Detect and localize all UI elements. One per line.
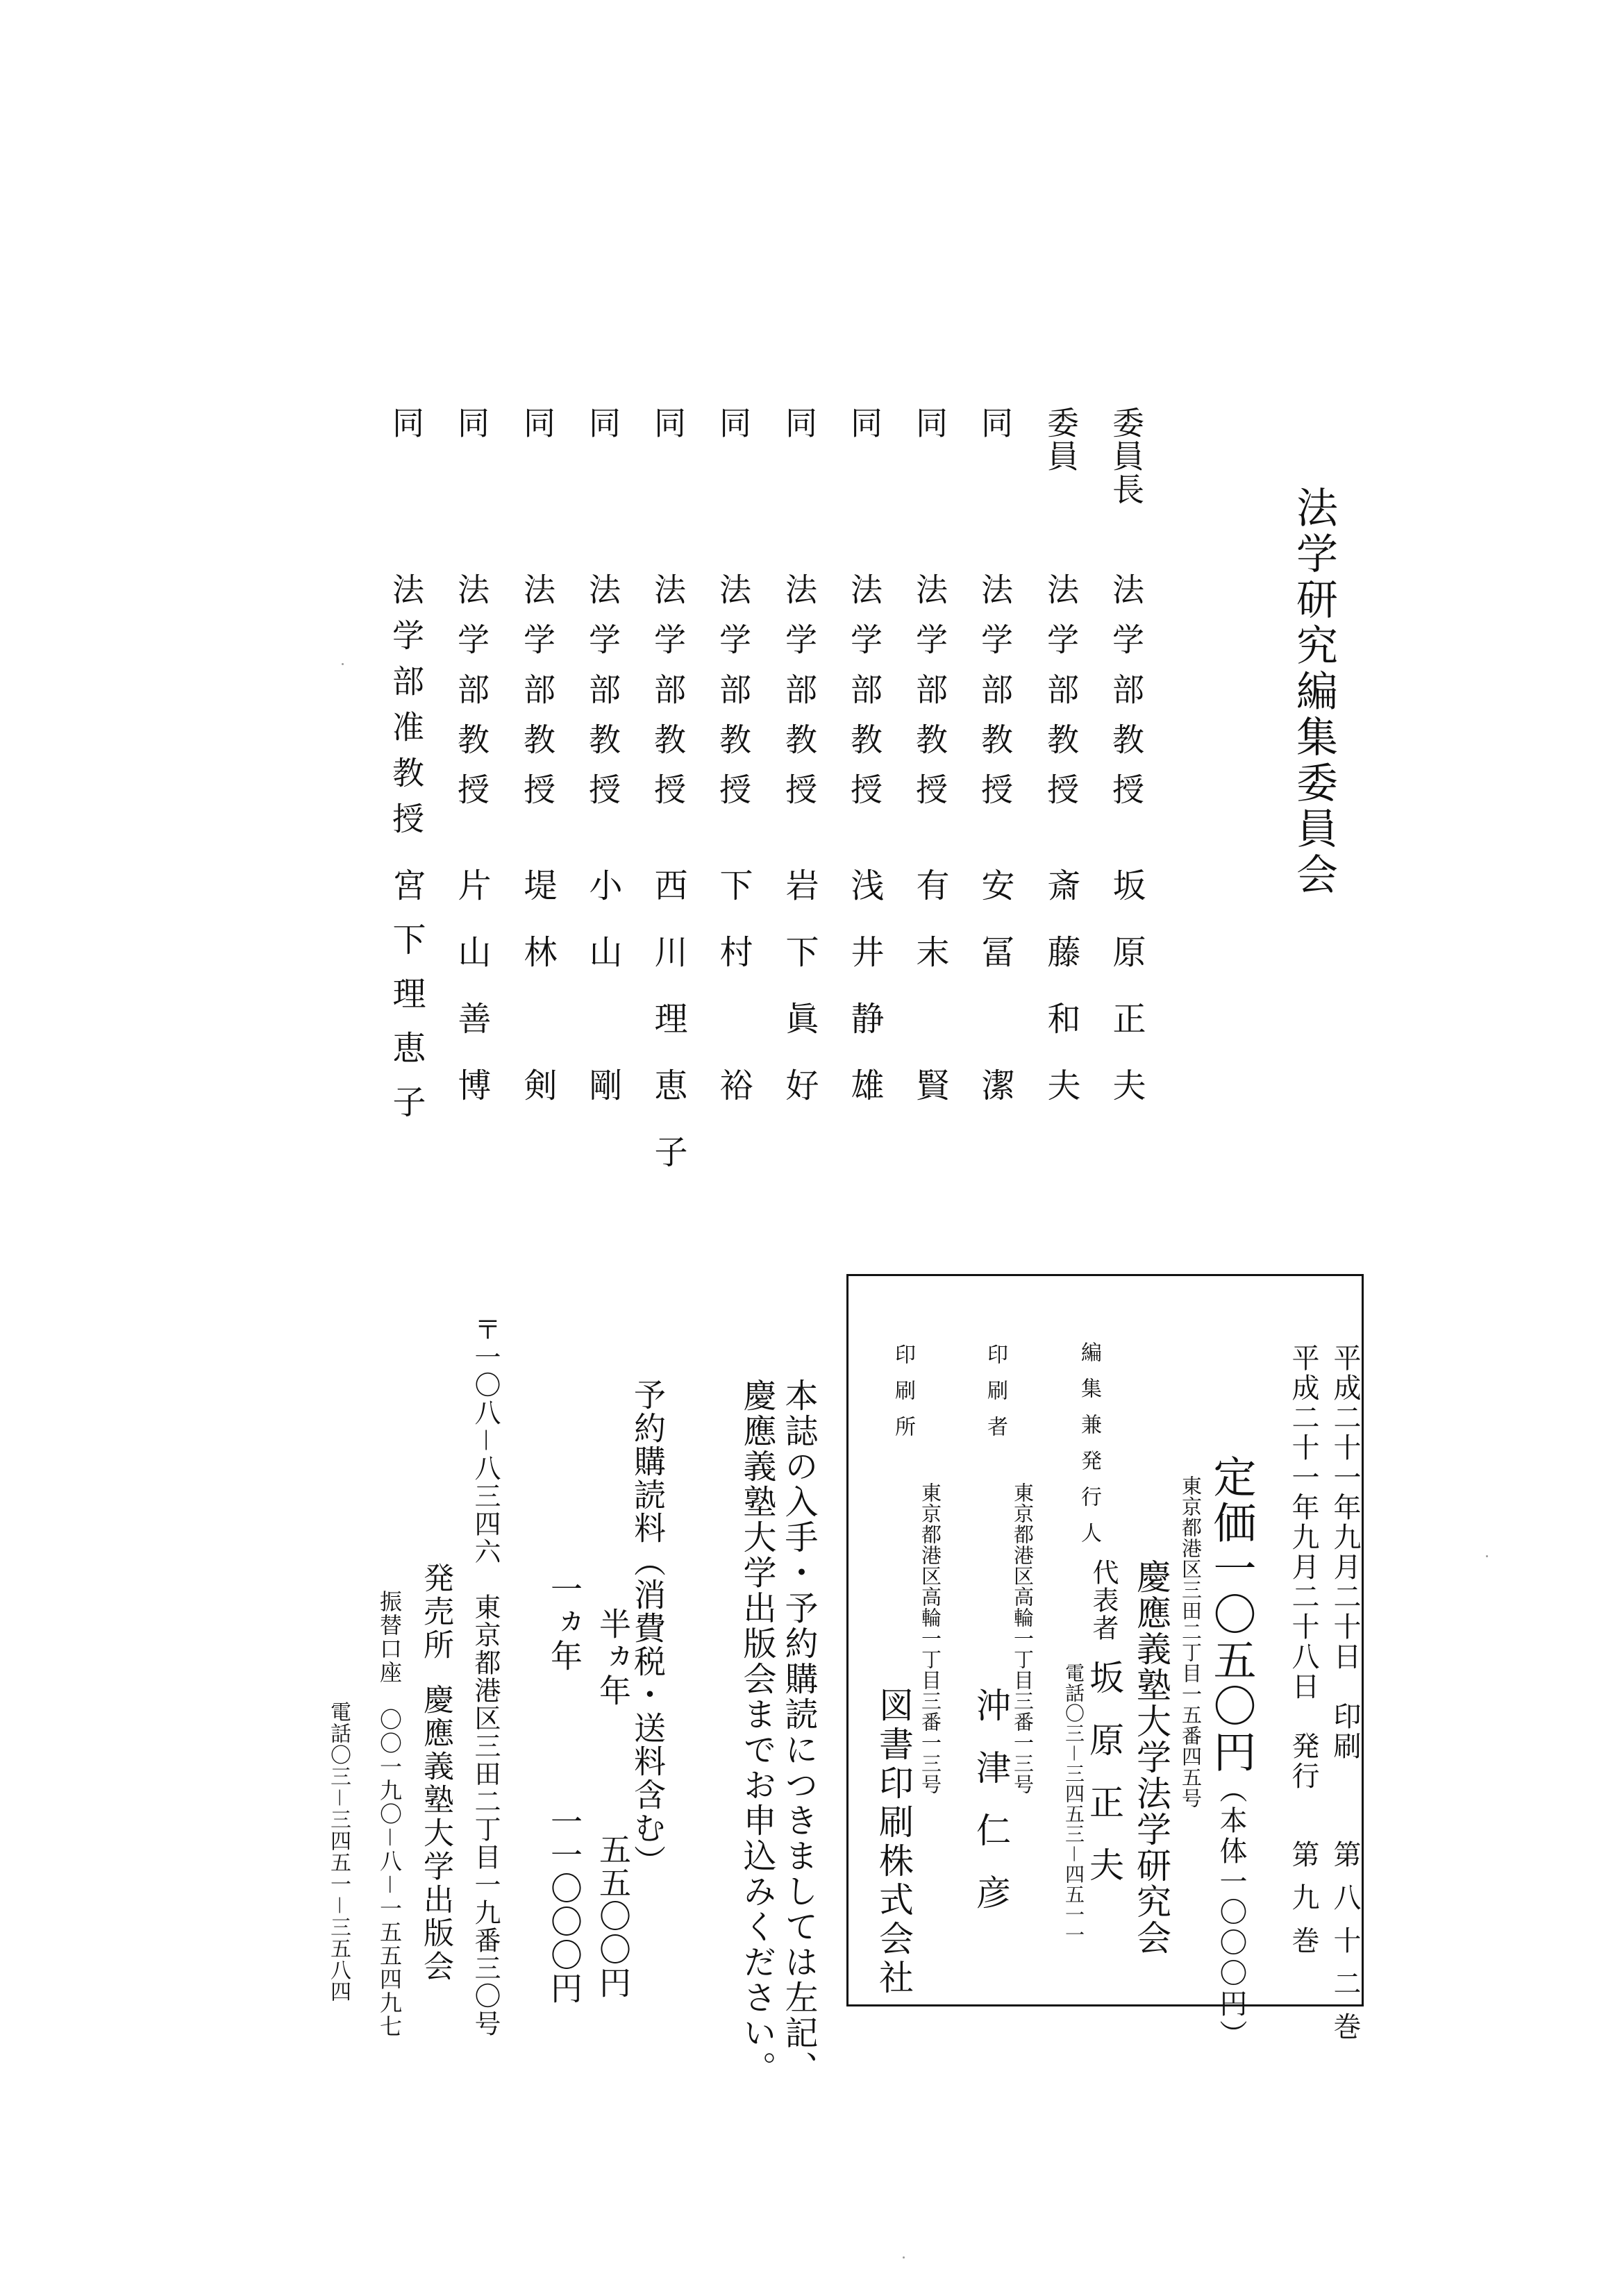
publisher-name: 慶應義塾大学出版会 [418,1684,453,1984]
member-name: 坂原正夫 [1107,868,1146,1134]
editor-address: 東京都港区三田二丁目一五番四五号 [1179,1475,1203,1809]
member-name: 浅井静雄 [845,868,884,1134]
full-year-label: 一ヵ年 [546,1573,583,1673]
print-house-address: 東京都港区高輪一丁目三番一三号 [919,1482,942,1795]
member-role: 同 [649,406,687,439]
member-title: 法学部教授 [453,573,490,823]
member-title: 法学部教授 [519,573,556,823]
scan-speck [342,663,344,665]
editor-organization: 慶應義塾大学法学研究会 [1131,1559,1171,1956]
purchase-line-2: 慶應義塾大学出版会までお申込みください。 [737,1378,776,2086]
representative-name: 坂原正夫 [1084,1659,1124,1909]
member-name: 有末 賢 [910,868,949,1134]
printer-address: 東京都港区高輪一丁目三番一三号 [1011,1482,1035,1795]
member-name: 小山 剛 [583,868,622,1134]
price [1206,1455,1257,2050]
member-title: 法学部准教授 [387,573,425,848]
issue-dates [1282,1343,1366,1791]
purchase-note [736,1378,819,2086]
member-name: 西川理恵子 [649,868,687,1201]
volume-line-1: 第八十二巻 [1329,1840,1361,2055]
half-year-label: 半ヵ年 [594,1607,632,1707]
member-title: 法学部教授 [584,573,621,823]
member-role: 同 [584,406,621,439]
subscription-title: 予約購読料（消費税・送料含む） [629,1378,667,1878]
member-name: 岩下眞好 [780,868,819,1134]
print-house-name: 図書印刷株式会社 [873,1687,914,1998]
volume-line-2: 第九巻 [1287,1840,1319,1969]
member-title: 法学部教授 [714,573,752,823]
member-title: 法学部教授 [780,573,818,823]
member-role: 同 [387,406,425,439]
member-role: 同 [976,406,1014,439]
member-role: 同 [780,406,818,439]
price-value: 定価一〇五〇円 [1206,1455,1257,1775]
member-name: 下村 裕 [714,868,753,1134]
member-title: 法学部教授 [1042,573,1080,823]
volume-number [1282,1840,1366,2055]
member-title: 法学部教授 [846,573,883,823]
member-name: 安冨 潔 [976,868,1014,1134]
printer-label: 印刷者 [983,1343,1008,1452]
publisher-postal-address: 〒一〇八－八三四六 東京都港区三田二丁目一九番三〇号 [470,1316,501,2038]
publisher-tel: 電話〇三－三四五一－三五八四 [326,1701,351,2002]
scan-speck [903,2256,905,2259]
scan-speck [1486,1555,1488,1557]
member-name: 斎藤和夫 [1042,868,1080,1134]
printer-name: 沖津仁彦 [971,1687,1011,1937]
purchase-line-1: 本誌の入手・予約購読につきましては左記、 [779,1378,818,2086]
committee-title: 法学研究編集委員会 [1289,486,1338,898]
member-title: 法学部教授 [976,573,1014,823]
representative-label: 代表者 [1088,1559,1119,1642]
member-title: 法学部教授 [911,573,948,823]
member-role: 委員 [1042,406,1080,473]
member-role: 同 [519,406,556,439]
member-role: 同 [911,406,948,439]
publish-date: 平成二十一年九月二十八日 発行 [1287,1343,1319,1791]
print-date: 平成二十一年九月二十日 印刷 [1329,1343,1361,1761]
member-role: 同 [714,406,752,439]
half-year-price: 五五〇〇円 [594,1833,632,2000]
publisher-furikae: 振替口座 〇〇一九〇－八－一五五四九七 [376,1590,403,2039]
member-role: 委員長 [1107,406,1145,506]
member-name: 宮下理恵子 [387,868,426,1139]
member-title: 法学部教授 [1107,573,1145,823]
member-role: 同 [453,406,490,439]
editor-phone: 電話〇三－三四五三－四五一一 [1062,1663,1085,1945]
print-house-label: 印刷所 [891,1343,915,1452]
editor-label: 編集兼発行人 [1077,1341,1101,1558]
publisher-label: 発売所 [418,1562,453,1662]
member-name: 片山善博 [452,868,491,1134]
price-note: （本体一〇〇〇円） [1215,1775,1247,2050]
member-title: 法学部教授 [649,573,687,823]
full-year-price: 一一〇〇〇円 [546,1805,583,2005]
member-role: 同 [846,406,883,439]
member-name: 堤林 剣 [518,868,557,1134]
